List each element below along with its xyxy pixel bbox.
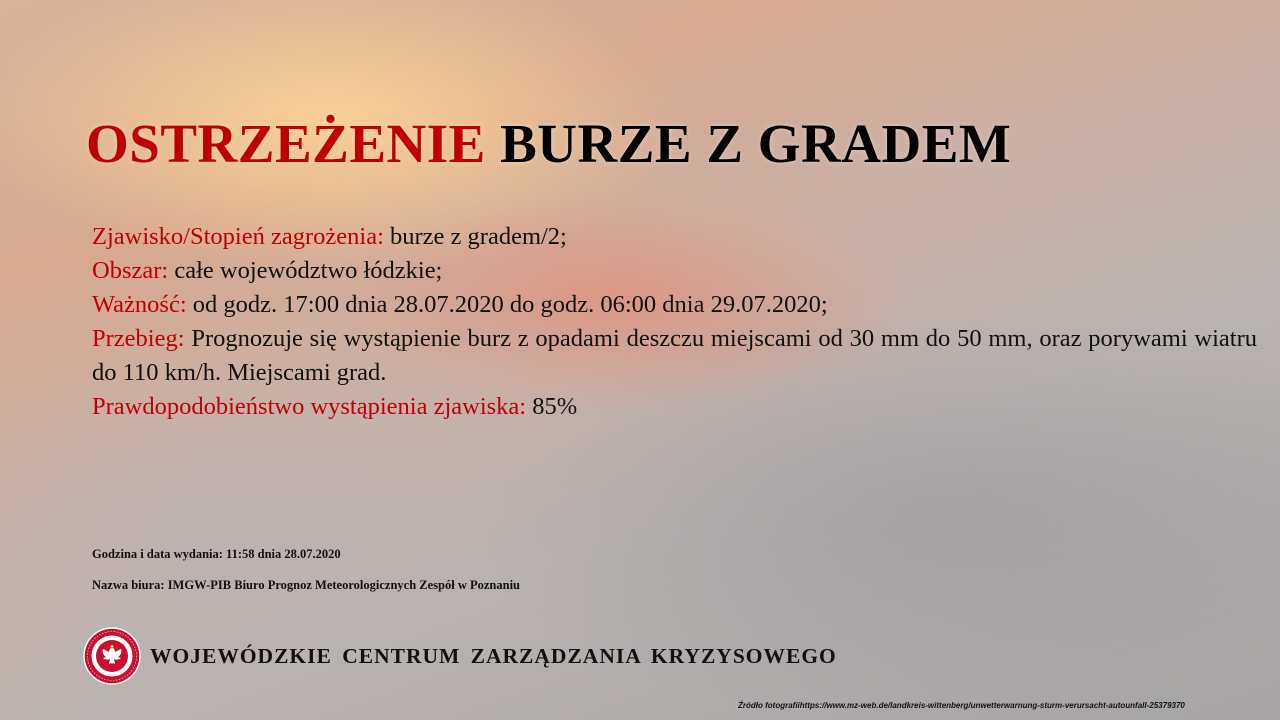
title-warning: OSTRZEŻENIE	[86, 113, 486, 174]
prawdopodobienstwo-label: Prawdopodobieństwo wystąpienia zjawiska:	[92, 393, 527, 420]
crisis-center-name: WOJEWÓDZKIE CENTRUM ZARZĄDZANIA KRYZYSOWEGO	[150, 644, 837, 668]
przebieg-value: Prognozuje się wystąpienie burz z opadami deszczu miejscami od 30 mm do 50 mm, oraz porywami wiatru do 110 km/h. Miejscami grad.	[92, 325, 1257, 386]
issue-time: Godzina i data wydania: 11:58 dnia 28.07.2020	[92, 547, 341, 561]
obszar-label: Obszar:	[92, 257, 169, 284]
zjawisko-value: burze z gradem/2;	[390, 223, 567, 250]
prawdopodobienstwo-value: 85%	[532, 393, 578, 420]
page-title	[86, 112, 1011, 175]
przebieg-label: Przebieg:	[92, 325, 185, 352]
office-name: Nazwa biura: IMGW-PIB Biuro Prognoz Meteorologicznych Zespół w Poznaniu	[92, 578, 520, 592]
detail-waznosc	[92, 288, 1257, 322]
detail-obszar	[92, 254, 1257, 288]
detail-prawdopodobienstwo	[92, 390, 1257, 424]
waznosc-label: Ważność:	[92, 291, 187, 318]
eagle-emblem-icon	[83, 627, 141, 685]
zjawisko-label: Zjawisko/Stopień zagrożenia:	[92, 223, 384, 250]
detail-zjawisko	[92, 220, 1257, 254]
title-phenomenon: BURZE Z GRADEM	[500, 113, 1012, 174]
warning-details	[92, 220, 1257, 424]
obszar-value: całe województwo łódzkie;	[174, 257, 443, 284]
waznosc-value: od godz. 17:00 dnia 28.07.2020 do godz. 06:00 dnia 29.07.2020;	[192, 291, 828, 318]
photo-source: Źródło fotografiihttps://www.mz-web.de/landkreis-wittenberg/unwetterwarnung-sturm-verursacht-autounfall-25379370	[738, 701, 1185, 710]
detail-przebieg	[92, 322, 1257, 390]
